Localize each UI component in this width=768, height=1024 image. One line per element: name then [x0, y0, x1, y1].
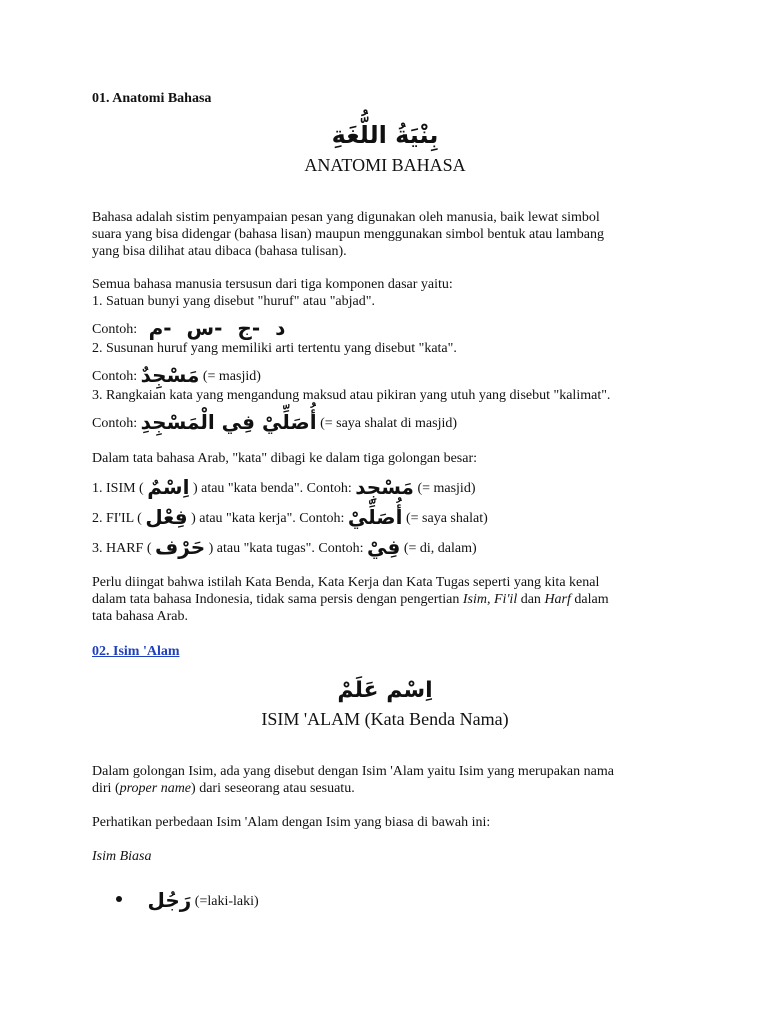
arabic-word: مَسْجِدٌ	[140, 363, 200, 387]
word-class-harf	[92, 534, 477, 562]
section-link-isim-alam[interactable]: 02. Isim 'Alam	[92, 644, 180, 659]
term-isim: Isim	[462, 592, 487, 607]
component-item-2: 2. Susunan huruf yang memiliki arti tertentu yang disebut "kata".	[92, 341, 457, 356]
text-run: ) dari seseorang atau sesuatu.	[191, 781, 355, 796]
term-fiil: Fi'il	[494, 592, 518, 607]
text-run: ,	[487, 592, 494, 607]
subheading-text: Isim Biasa	[92, 849, 152, 864]
text-run: dalam	[570, 592, 609, 607]
title-anatomi: ANATOMI BAHASA	[304, 155, 466, 175]
class-label: 2. FI'IL (	[92, 511, 142, 526]
paragraph-line: yang bisa dilihat atau dibaca (bahasa tulisan).	[92, 244, 347, 259]
section-heading-anatomi: 01. Anatomi Bahasa	[92, 91, 212, 106]
class-desc: ) atau "kata benda". Contoh:	[192, 481, 352, 496]
term-harf: Harf	[544, 592, 571, 607]
example-gloss: (= masjid)	[417, 481, 476, 496]
example-huruf	[92, 315, 285, 343]
example-gloss: (= masjid)	[202, 369, 261, 384]
example-label: Contoh:	[92, 322, 138, 337]
title-isim-alam: ISIM 'ALAM (Kata Benda Nama)	[261, 709, 509, 729]
arabic-word: اِسْمٌ	[147, 475, 190, 499]
class-desc: ) atau "kata tugas". Contoh:	[208, 541, 364, 556]
word-classes-intro: Dalam tata bahasa Arab, "kata" dibagi ke dalam tiga golongan besar:	[92, 451, 478, 466]
arabic-title-anatomi: بِنْيَةُ اللُّغَةِ	[331, 121, 439, 149]
paragraph-line	[92, 591, 609, 608]
example-gloss: (= di, dalam)	[403, 541, 477, 556]
subheading-isim-biasa	[92, 848, 152, 865]
paragraph-line: tata bahasa Arab.	[92, 609, 189, 624]
text-run: dan	[517, 592, 545, 607]
example-kalimat	[92, 408, 457, 438]
text-run: diri (	[92, 781, 120, 796]
arabic-letters: د -ج -س -م	[148, 316, 286, 340]
example-gloss: (= saya shalat)	[406, 511, 488, 526]
arabic-word: فِيْ	[367, 535, 401, 559]
class-label: 3. HARF (	[92, 541, 152, 556]
paragraph-intro	[92, 209, 604, 260]
example-gloss: (= saya shalat di masjid)	[320, 416, 458, 431]
paragraph-line: suara yang bisa didengar (bahasa lisan) maupun menggunakan simbol bentuk atau lambang	[92, 227, 605, 242]
example-label: Contoh:	[92, 369, 138, 384]
class-label: 1. ISIM (	[92, 481, 144, 496]
paragraph-compare: Perhatikan perbedaan Isim 'Alam dengan Isim yang biasa di bawah ini:	[92, 815, 491, 830]
word-class-fiil	[92, 504, 488, 532]
arabic-word: فِعْل	[145, 505, 188, 529]
arabic-title-isim-alam: اِسْم عَلَمْ	[337, 678, 433, 703]
arabic-word: حَرْف	[155, 535, 206, 559]
paragraph-line: Perlu diingat bahwa istilah Kata Benda, Kata Kerja dan Kata Tugas seperti yang kita kenal	[92, 575, 600, 590]
text-run: dalam tata bahasa Indonesia, tidak sama persis dengan pengertian	[92, 592, 463, 607]
word-class-isim	[92, 474, 476, 502]
paragraph-line: Bahasa adalah sistim penyampaian pesan yang digunakan oleh manusia, baik lewat simbol	[92, 210, 600, 225]
arabic-word: أُصَلِّيْ	[347, 505, 403, 529]
class-desc: ) atau "kata kerja". Contoh:	[191, 511, 345, 526]
arabic-word: مَسْجِد	[355, 475, 414, 499]
component-item-1: 1. Satuan bunyi yang disebut "huruf" atau "abjad".	[92, 294, 375, 309]
example-label: Contoh:	[92, 416, 138, 431]
bullet-icon	[116, 896, 122, 902]
example-kata	[92, 362, 261, 390]
component-item-3: 3. Rangkaian kata yang mengandung maksud atau pikiran yang utuh yang disebut "kalimat".	[92, 388, 611, 403]
list-item	[116, 886, 259, 916]
example-gloss: (=laki-laki)	[194, 894, 259, 909]
components-intro: Semua bahasa manusia tersusun dari tiga komponen dasar yaitu:	[92, 277, 453, 292]
arabic-word: رَجُل	[147, 888, 192, 912]
arabic-sentence: أُصَلِّيْ فِي الْمَسْجِدِ	[140, 410, 317, 434]
paragraph-line: Dalam golongan Isim, ada yang disebut dengan Isim 'Alam yaitu Isim yang merupakan nama	[92, 764, 614, 779]
paragraph-isim-alam	[92, 763, 614, 797]
paragraph-line	[92, 780, 614, 797]
term-proper-name: proper name	[119, 781, 192, 796]
paragraph-note	[92, 574, 609, 625]
